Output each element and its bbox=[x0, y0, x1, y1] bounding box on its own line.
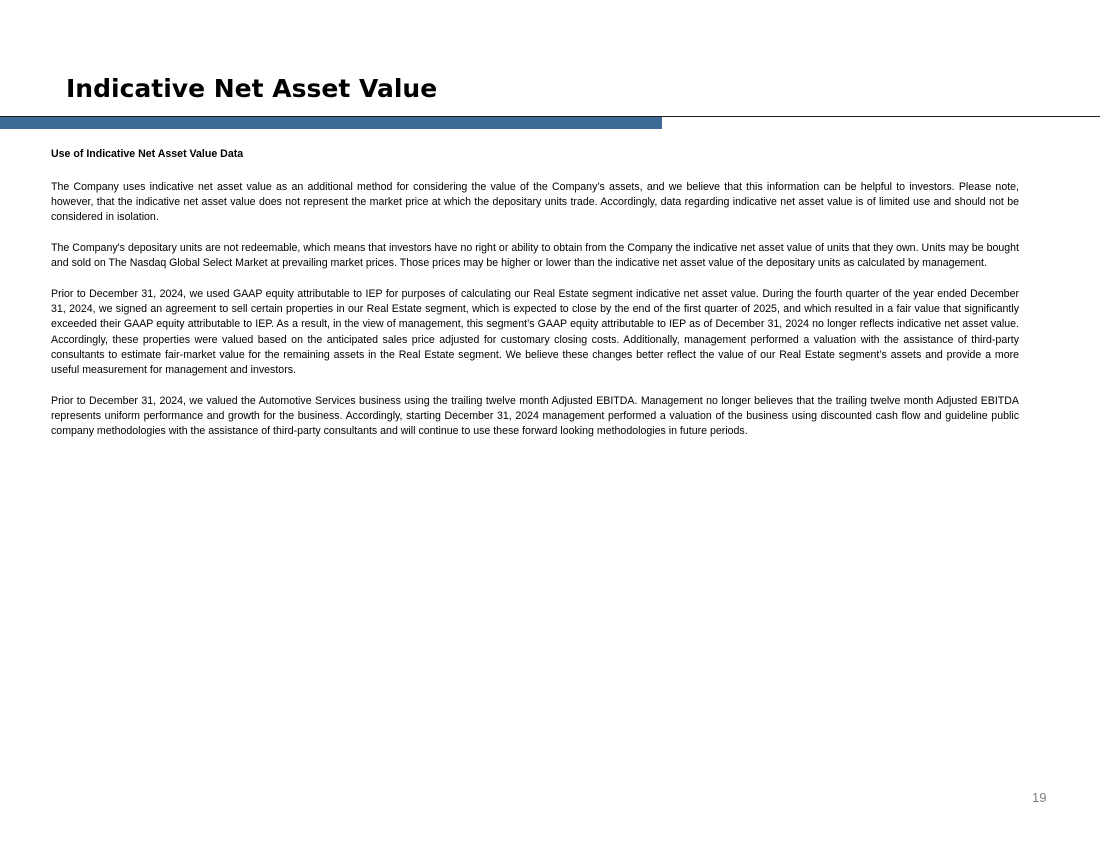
paragraph-purpose: The Company uses indicative net asset value as an additional method for considering the value of the Company’s assets, and we believe that this information can be helpful to investors. Please note, however, that the indicative net asset value does not represent the market price at which the depositary units trade. Accordingly, data regarding indicative net asset value is of limited use and should not be considered in isolation. bbox=[51, 181, 1019, 224]
body-content bbox=[51, 147, 1019, 455]
section-heading: Use of Indicative Net Asset Value Data bbox=[51, 148, 244, 160]
paragraph-automotive: Prior to December 31, 2024, we valued the Automotive Services business using the trailing twelve month Adjusted EBITDA. Management no longer believes that the trailing twelve month Adjusted EBITDA represents uniform performance and growth for the business. Accordingly, starting December 31, 2024 management performed a valuation of the business using discounted cash flow and guideline public company methodologies with the assistance of third-party consultants and will continue to use these forward looking methodologies in future periods. bbox=[51, 394, 1019, 438]
paragraph-redemption: The Company's depositary units are not redeemable, which means that investors have no right or ability to obtain from the Company the indicative net asset value of units that they own. Units may be bought and sold on The Nasdaq Global Select Market at prevailing market prices. Those prices may be higher or lower than the indicative net asset value of the depositary units as calculated by management. bbox=[51, 242, 1019, 270]
page-number: 19 bbox=[1032, 790, 1047, 805]
header-accent-bar bbox=[0, 117, 662, 129]
paragraph-real-estate: Prior to December 31, 2024, we used GAAP equity attributable to IEP for purposes of calculating our Real Estate segment indicative net asset value. During the fourth quarter of the year ended December 31, 2024, we signed an agreement to sell certain properties in our Real Estate segment, which is expected to close by the end of the first quarter of 2025, and which resulted in a fair value that significantly exceeded their GAAP equity attributable to IEP. As a result, in the view of management, this segment’s GAAP equity attributable to IEP as of December 31, 2024 no longer reflects indicative net asset value. Accordingly, these properties were valued based on the anticipated sales price adjusted for customary closing costs. Additionally, management performed a valuation with the assistance of third-party consultants to estimate fair-market value for the remaining assets in the Real Estate segment. We believe these changes better reflect the value of our Real Estate segment’s assets and provide a more useful measurement for management and investors. bbox=[51, 288, 1019, 377]
page-title: Indicative Net Asset Value bbox=[66, 74, 438, 103]
